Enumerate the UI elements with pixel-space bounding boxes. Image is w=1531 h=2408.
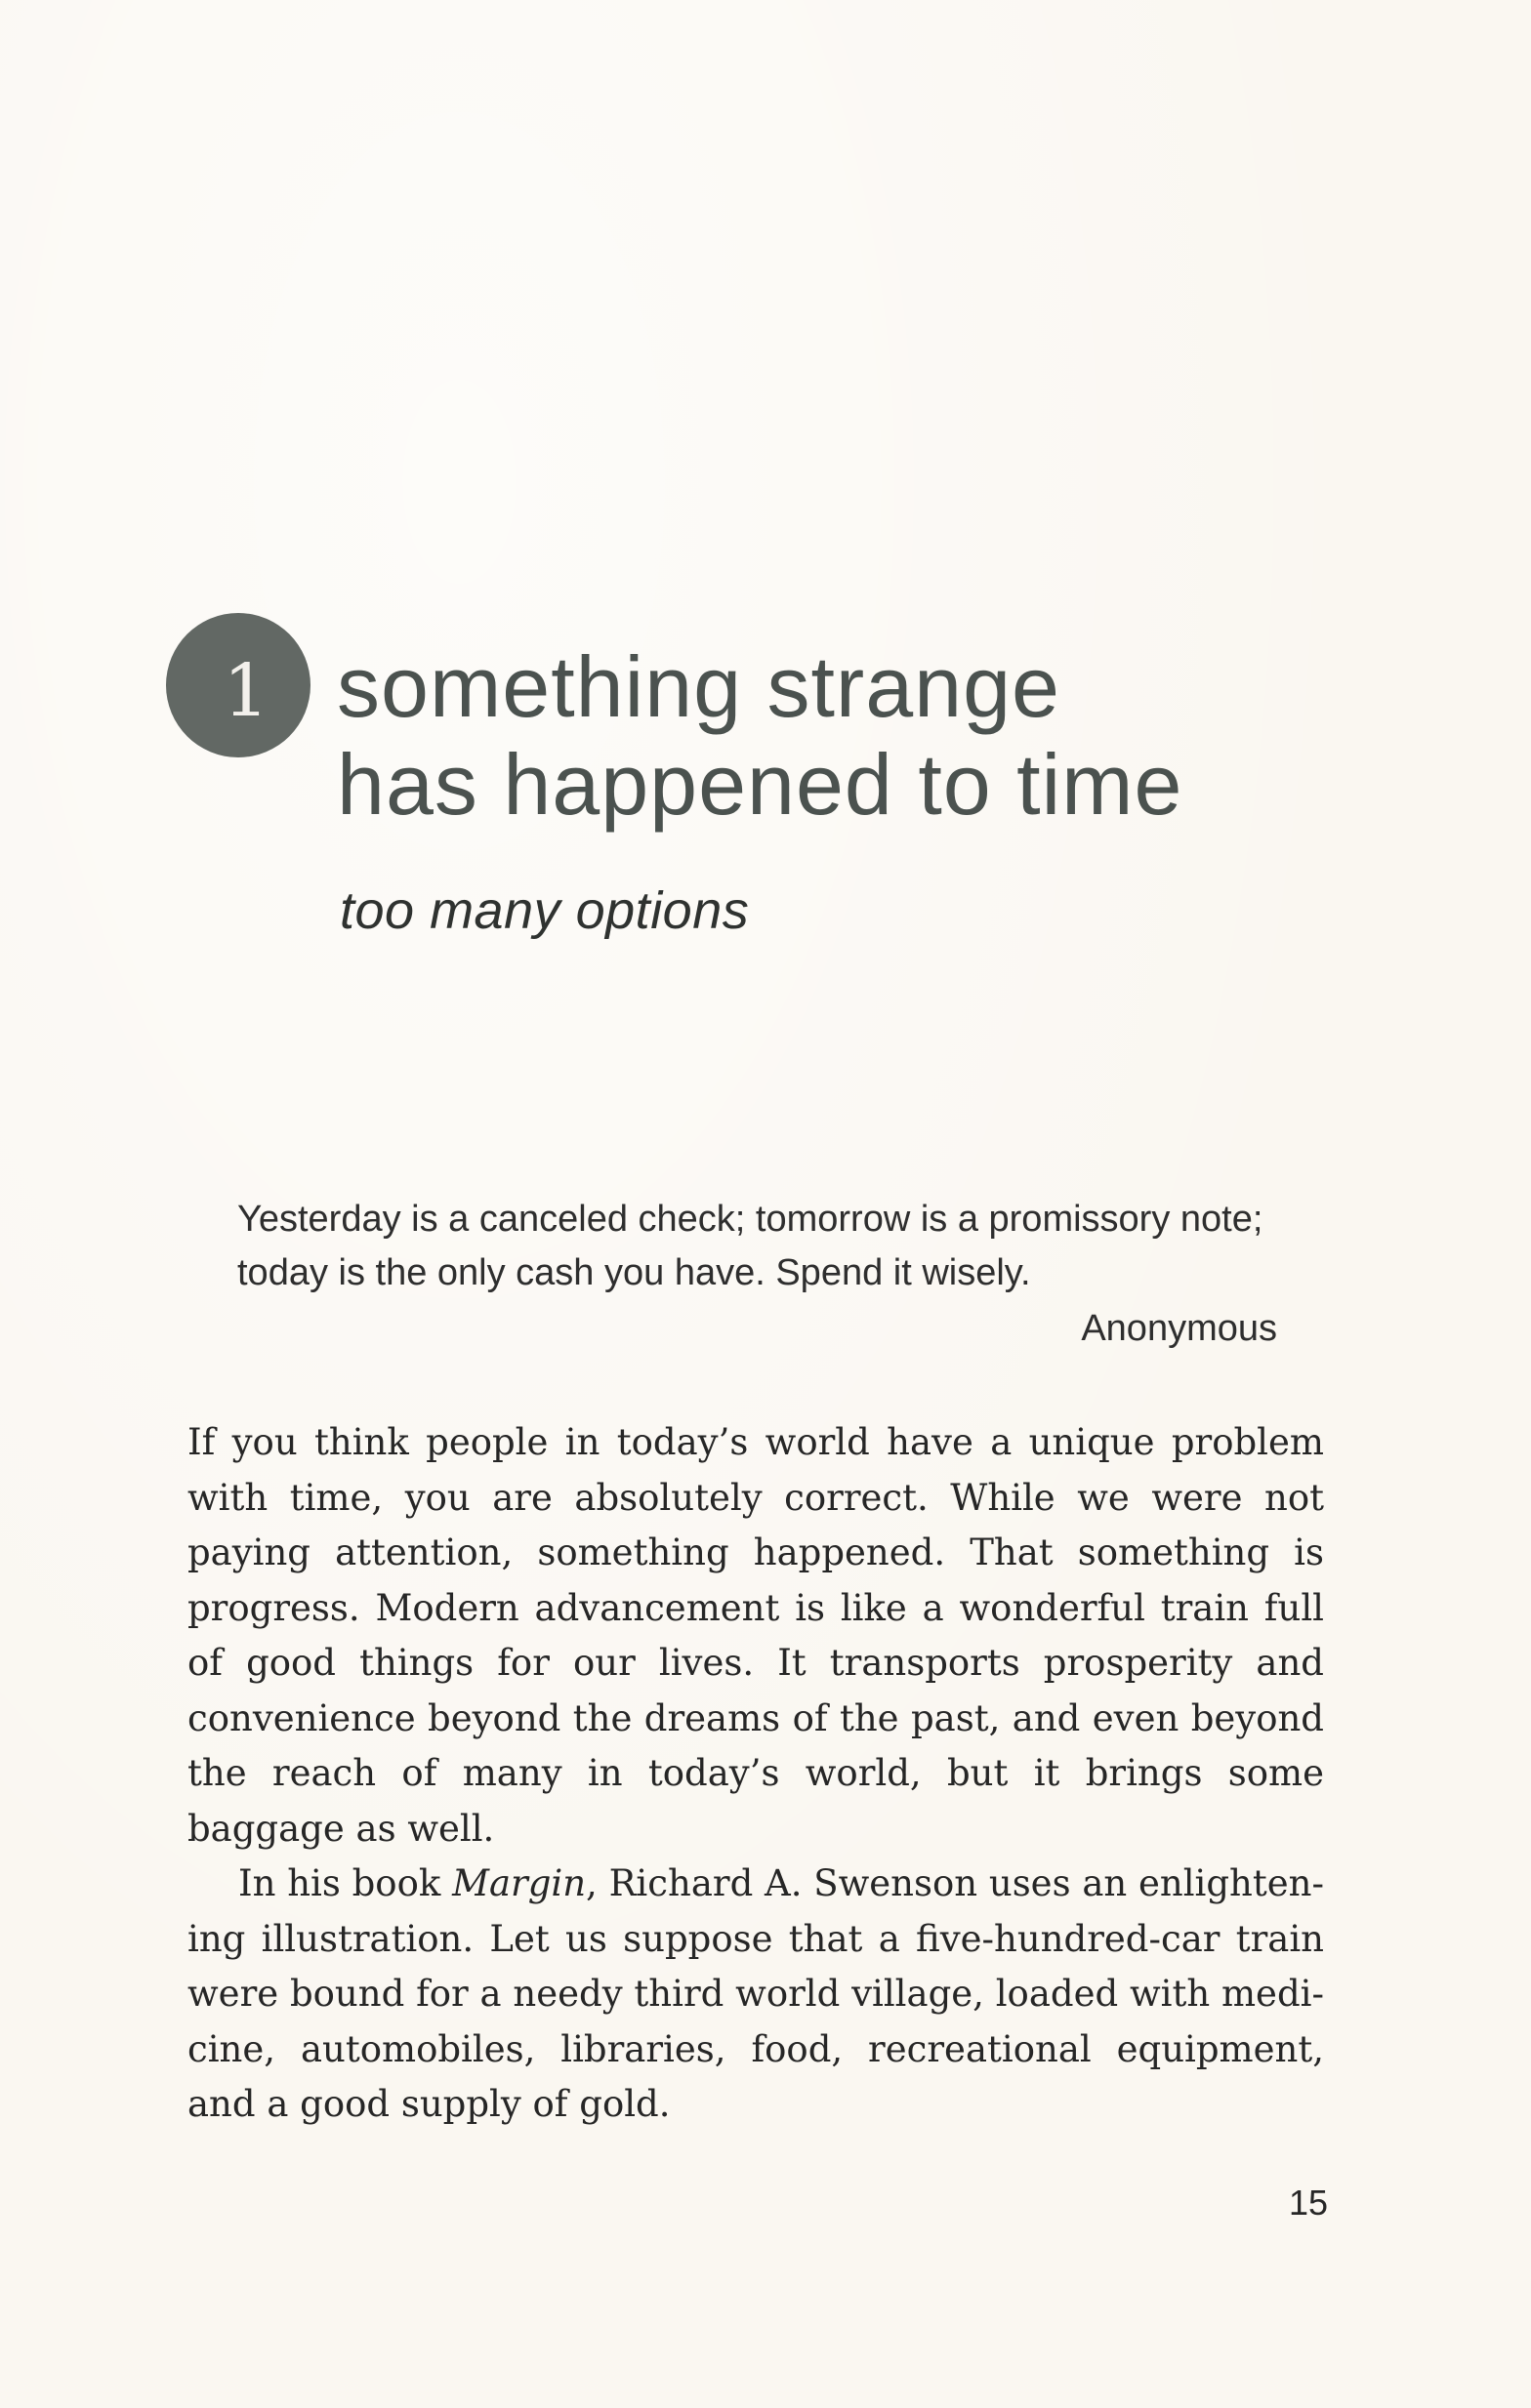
body-paragraph-2 — [187, 1857, 1324, 2133]
page-number: 15 — [1288, 2183, 1328, 2223]
body-paragraph-1: If you think people in today’s world have a unique problem with time, you are absolutely correct. While we were not paying attention, something happened. That something is progress. Modern advancement is like a wonderful train full of good things for our lives. It transports prosperity and convenience beyond the dreams of the past, and even beyond the reach of many in today’s world, but it brings some baggage as well. — [187, 1421, 1324, 1850]
body-text — [187, 1415, 1324, 2133]
paragraph-2-rest: , Richard A. Swenson uses an enlightening illustration. Let us suppose that a five-hundred-car train were bound for a needy third world village, loaded with medicine, automobiles, libraries, food, recreational equipment, and a good supply of gold. — [187, 1862, 1324, 2125]
chapter-title-line-2: has happened to time — [337, 736, 1183, 833]
paragraph-2-intro: In his book — [238, 1862, 453, 1904]
chapter-subtitle: too many options — [340, 881, 750, 940]
chapter-number: 1 — [223, 649, 269, 733]
book-title-margin: Margin — [452, 1862, 587, 1904]
epigraph — [237, 1193, 1277, 1356]
chapter-title — [337, 638, 1182, 834]
epigraph-quote: Yesterday is a canceled check; tomorrow is a promissory note; today is the only cash you have. Spend it wisely. — [237, 1199, 1263, 1293]
chapter-number-badge — [166, 613, 310, 757]
chapter-title-line-1: something strange — [337, 638, 1060, 735]
epigraph-attribution: Anonymous — [1081, 1308, 1277, 1349]
